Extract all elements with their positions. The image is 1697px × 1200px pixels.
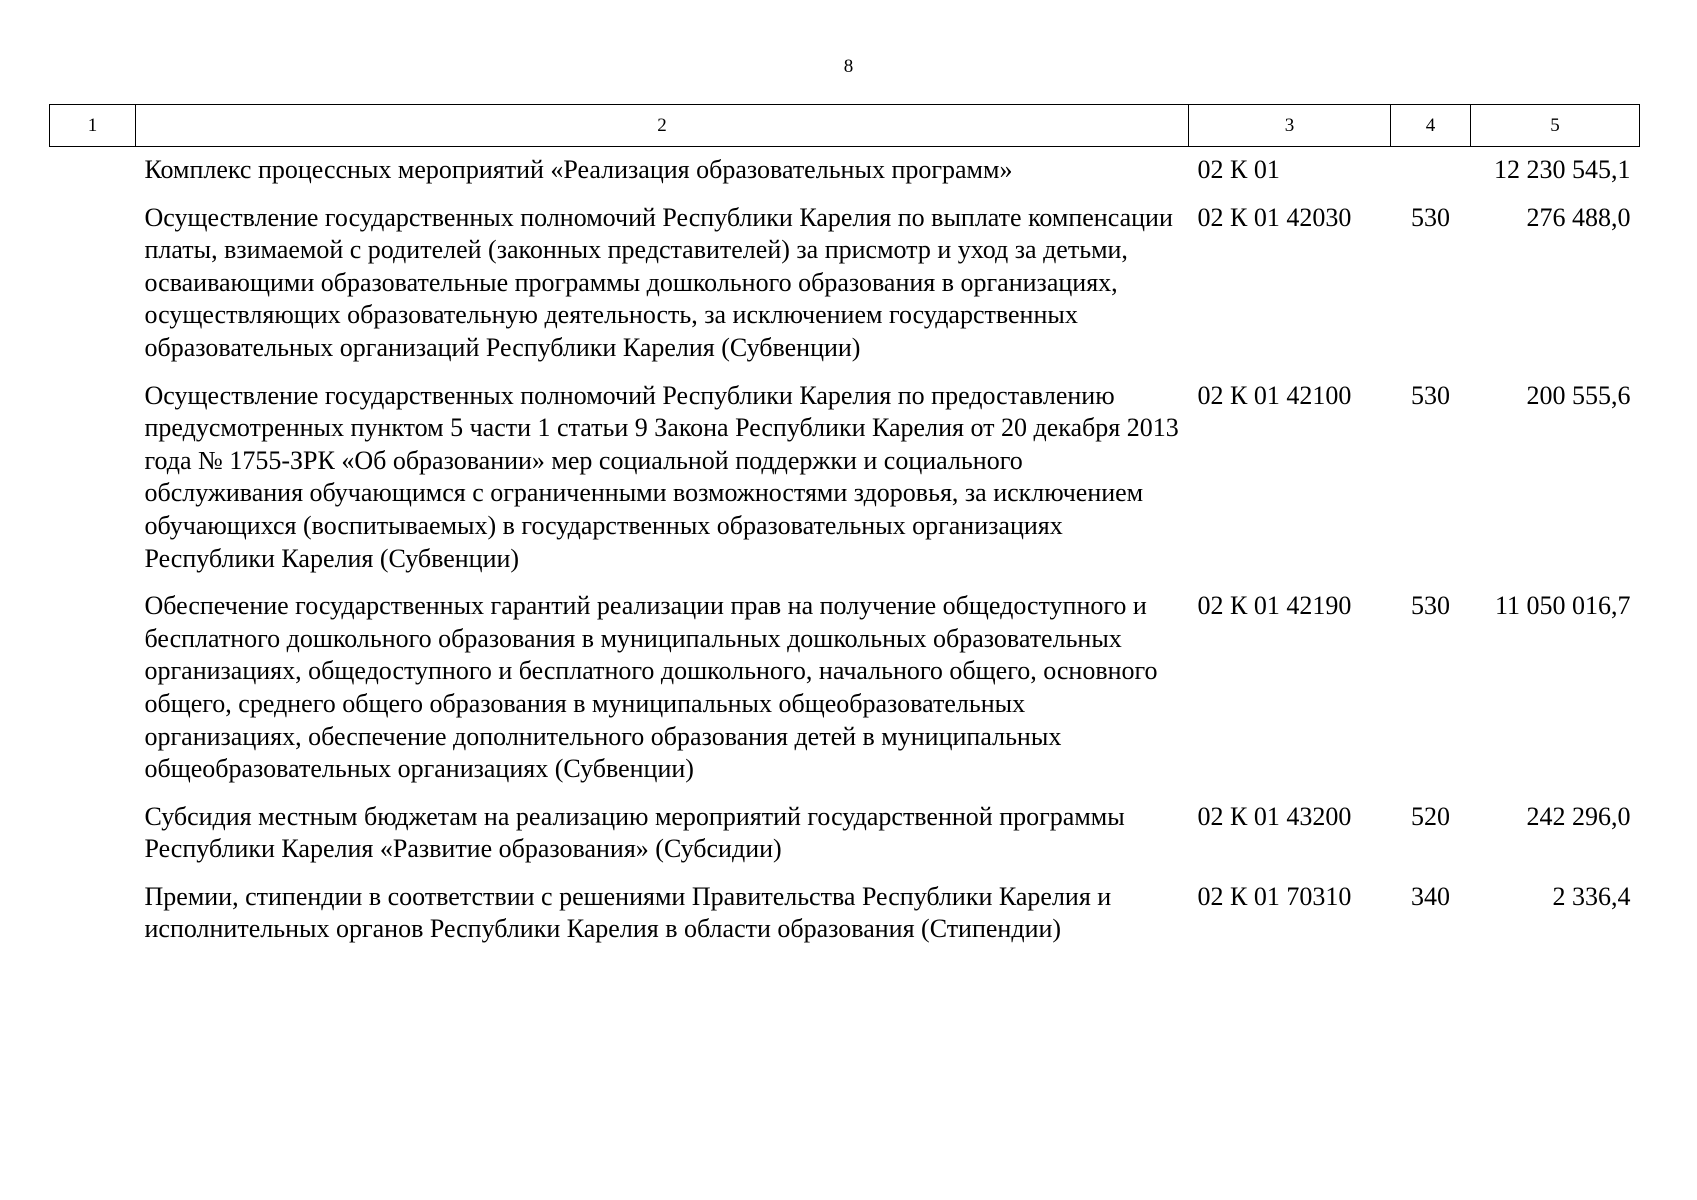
row-code: 02 К 01 42100 [1197, 380, 1352, 410]
table-row [50, 575, 1640, 786]
row-amount: 200 555,6 [1526, 380, 1631, 410]
row-description: Осуществление государственных полномочий Республики Карелия по выплате компенсации платы, взимаемой с родителей (законных представителей) за присмотр и уход за детьми, осваивающими образовательные программы дошкольного образования в организациях, осуществляющих образовательную деятельность, за исключением государственных образовательных организаций Республики Карелия (Субвенции) [144, 202, 1173, 362]
row-amount: 2 336,4 [1552, 881, 1631, 911]
header-col-3: 3 [1189, 105, 1391, 147]
table-row [50, 147, 1640, 187]
row-blank-cell [50, 575, 136, 786]
row-type: 530 [1411, 202, 1450, 232]
row-description: Обеспечение государственных гарантий реализации прав на получение общедоступного и бесплатного дошкольного образования в муниципальных дошкольных образовательных организациях, общедоступного и бесплатного дошкольного, начального общего, основного общего, среднего общего образования в муниципальных общеобразовательных организациях, обеспечение дополнительного образования детей в муниципальных общеобразовательных организациях (Субвенции) [144, 591, 1158, 784]
row-type [1391, 147, 1471, 187]
header-col-1: 1 [50, 105, 136, 147]
row-type: 340 [1411, 881, 1450, 911]
row-description: Осуществление государственных полномочий Республики Карелия по предоставлению предусмотренных пунктом 5 части 1 статьи 9 Закона Республики Карелия от 20 декабря 2013 года № 1755-ЗРК «Об образовании» мер социальной поддержки и социального обслуживания обучающимся с ограниченными возможностями здоровья, за исключением обучающихся (воспитываемых) в государственных образовательных организациях Республики Карелия (Субвенции) [144, 380, 1179, 573]
header-row [50, 105, 1640, 147]
row-code: 02 К 01 [1197, 155, 1280, 184]
table-row [50, 786, 1640, 866]
header-col-4: 4 [1391, 105, 1471, 147]
row-description: Субсидия местным бюджетам на реализацию мероприятий государственной программы Республики Карелия «Развитие образования» (Субсидии) [144, 801, 1125, 864]
row-amount: 11 050 016,7 [1494, 591, 1631, 621]
table-body [50, 147, 1640, 947]
row-code: 02 К 01 42190 [1197, 591, 1352, 621]
table-row [50, 365, 1640, 576]
table-row [50, 866, 1640, 946]
table-header [50, 105, 1640, 147]
row-amount: 276 488,0 [1526, 202, 1631, 232]
row-blank-cell [50, 187, 136, 365]
row-type: 530 [1411, 591, 1450, 621]
header-col-5: 5 [1471, 105, 1640, 147]
header-col-2: 2 [136, 105, 1189, 147]
budget-table [49, 104, 1640, 946]
row-amount: 242 296,0 [1526, 801, 1631, 831]
row-code: 02 К 01 42030 [1197, 202, 1352, 232]
row-code: 02 К 01 43200 [1197, 801, 1352, 831]
row-description: Премии, стипендии в соответствии с решениями Правительства Республики Карелия и исполнительных органов Республики Карелия в области образования (Стипендии) [144, 881, 1112, 944]
row-blank-cell [50, 147, 136, 187]
table-row [50, 187, 1640, 365]
row-code: 02 К 01 70310 [1197, 881, 1352, 911]
row-type: 530 [1411, 380, 1450, 410]
row-blank-cell [50, 786, 136, 866]
row-amount: 12 230 545,1 [1494, 155, 1631, 184]
row-blank-cell [50, 866, 136, 946]
row-description: Комплекс процессных мероприятий «Реализация образовательных программ» [144, 155, 1013, 184]
row-blank-cell [50, 365, 136, 576]
page-number: 8 [843, 56, 854, 77]
row-type: 520 [1411, 801, 1450, 831]
